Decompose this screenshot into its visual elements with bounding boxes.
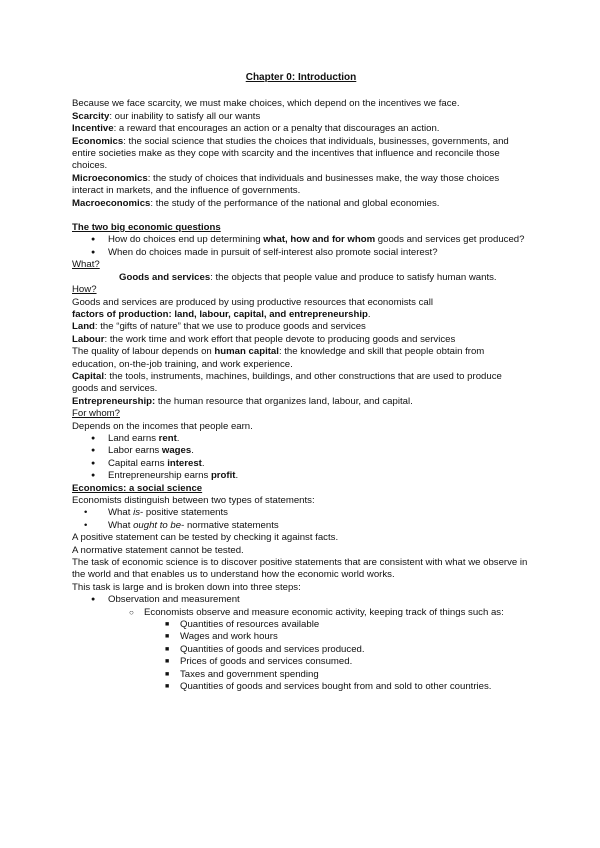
steps-list	[72, 594, 530, 693]
list-item: ■ Prices of goods and services consumed.	[72, 656, 530, 668]
list-item: • What is- positive statements	[72, 507, 530, 519]
list-item: ● When do choices made in pursuit of self-interest also promote social interest?	[72, 247, 530, 259]
def-capital: Capital: the tools, instruments, machines, buildings, and other constructions that are used to produce goods and services.	[72, 370, 502, 395]
def-economics: Economics: the social science that studies the choices that individuals, businesses, governments, and entire societies make as they cope with scarcity and the incentives that influence and reconcile those choices.	[72, 135, 509, 172]
list-item: ■ Quantities of goods and services bought from and sold to other countries.	[72, 681, 530, 693]
factors-of-production: factors of production: land, labour, capital, and entrepreneurship.	[72, 308, 371, 320]
list-item: ● Capital earns interest.	[72, 458, 530, 470]
label-what: What?	[72, 259, 100, 271]
def-macroeconomics: Macroeconomics: the study of the performance of the national and global economies.	[72, 197, 440, 209]
list-item: ● Land earns rent.	[72, 433, 530, 445]
def-entrepreneurship: Entrepreneurship: the human resource that organizes land, labour, and capital.	[72, 395, 413, 407]
def-scarcity: Scarcity: our inability to satisfy all our wants	[72, 110, 261, 122]
social-science-line1: Economists distinguish between two types of statements:	[72, 495, 315, 506]
heading-social-science: Economics: a social science	[72, 482, 203, 494]
earnings-list	[72, 433, 530, 483]
def-microeconomics: Microeconomics: the study of choices that individuals and businesses make, the way those choices interact in markets, and the influence of governments.	[72, 172, 500, 197]
how-line1: Goods and services are produced by using productive resources that economists call	[72, 296, 434, 308]
list-item: ■ Taxes and government spending	[72, 669, 530, 681]
steps-intro: This task is large and is broken down into three steps:	[72, 581, 301, 593]
list-item: ● How do choices end up determining what, how and for whom goods and services get produced?	[72, 234, 530, 246]
list-item: ■ Wages and work hours	[72, 631, 530, 643]
list-item: ■ Quantities of resources available	[72, 619, 530, 631]
document-page	[72, 72, 530, 694]
task-paragraph: The task of economic science is to discover positive statements that are consistent with what we observe in the world and that enables us to understand how the economic world works.	[72, 557, 528, 581]
list-item: ● Observation and measurement	[72, 594, 530, 606]
list-item: • What ought to be- normative statements	[72, 520, 530, 532]
label-for-whom: For whom?	[72, 408, 120, 420]
heading-two-questions: The two big economic questions	[72, 222, 221, 234]
intro-paragraph: Because we face scarcity, we must make choices, which depend on the incentives we face.	[72, 98, 460, 110]
list-item: ■ Quantities of goods and services produced.	[72, 644, 530, 656]
label-how: How?	[72, 284, 97, 296]
def-human-capital: The quality of labour depends on human capital: the knowledge and skill that people obtain from education, on-the-job training, and work experience.	[72, 346, 485, 370]
statement-types-list	[72, 507, 530, 532]
def-labour: Labour: the work time and work effort that people devote to producing goods and services	[72, 333, 456, 345]
list-item: ● Entrepreneurship earns profit.	[72, 470, 530, 482]
questions-list	[72, 234, 530, 259]
def-land: Land: the “gifts of nature” that we use to produce goods and services	[72, 321, 366, 333]
list-item: ● Labor earns wages.	[72, 445, 530, 457]
def-incentive: Incentive: a reward that encourages an action or a penalty that discourages an action.	[72, 123, 440, 135]
list-item: ○ Economists observe and measure economic activity, keeping track of things such as:	[72, 607, 530, 619]
normative-statement-text: A normative statement cannot be tested.	[72, 544, 244, 556]
page-title: Chapter 0: Introduction	[245, 72, 357, 83]
def-goods-services: Goods and services: the objects that people value and produce to satisfy human wants.	[119, 271, 497, 283]
for-whom-text: Depends on the incomes that people earn.	[72, 420, 253, 432]
positive-statement-text: A positive statement can be tested by checking it against facts.	[72, 532, 339, 544]
